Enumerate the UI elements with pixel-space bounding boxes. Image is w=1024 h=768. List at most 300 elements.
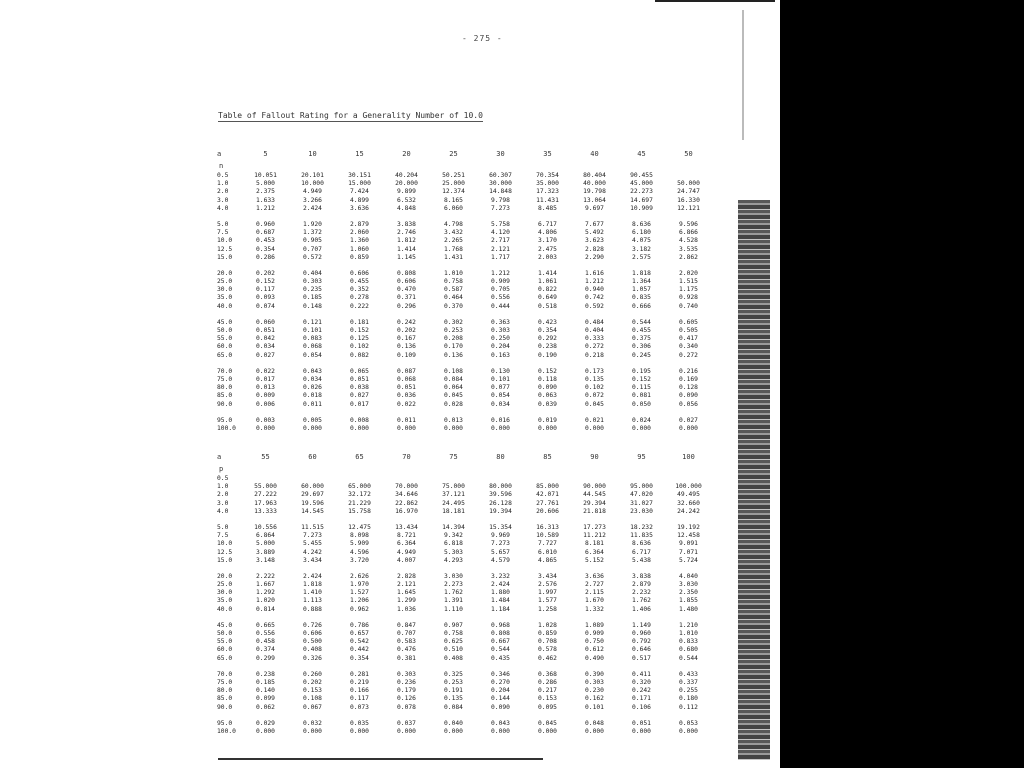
table-cell: 5.758: [491, 220, 510, 228]
table-cell: 0.021: [585, 416, 604, 424]
table-cell: 0.060: [256, 318, 275, 326]
table-cell: 2.717: [491, 237, 510, 245]
table-cell: 0.027: [256, 351, 275, 359]
table-cell: 0.000: [491, 424, 510, 432]
table-cell: 17.323: [536, 188, 559, 196]
table-row: [215, 728, 715, 736]
table-cell: 0.202: [397, 327, 416, 334]
table-cell: 1.414: [397, 245, 416, 253]
column-header: 85: [543, 453, 552, 461]
column-header: 15: [355, 150, 364, 158]
table-cell: 11.515: [301, 523, 324, 531]
table-cell: 0.242: [397, 318, 416, 326]
table-cell: 7.273: [491, 540, 510, 548]
table-cell: 0.572: [303, 253, 322, 261]
table-cell: 95.000: [630, 483, 653, 491]
column-header: 30: [496, 150, 505, 158]
table-cell: 14.545: [301, 507, 324, 515]
table-cell: 0.808: [397, 269, 416, 277]
row-label: 4.0: [217, 204, 229, 212]
table-cell: 1.880: [491, 589, 510, 597]
table-cell: 19.798: [583, 188, 606, 196]
table-cell: 0.786: [350, 621, 369, 629]
table-cell: 0.042: [256, 335, 275, 343]
scan-noise-line: [742, 10, 744, 140]
row-label: 40.0: [217, 605, 233, 613]
table-cell: 0.544: [491, 646, 510, 654]
table-cell: [665, 475, 712, 483]
table-cell: 0.235: [303, 286, 322, 294]
table-cell: [524, 475, 571, 483]
table-cell: 1.818: [303, 581, 322, 589]
table-cell: 0.968: [491, 621, 510, 629]
table-cell: 24.747: [677, 188, 700, 196]
table-cell: 15.354: [489, 523, 512, 531]
table-cell: 0.470: [397, 286, 416, 294]
table-cell: 3.232: [491, 572, 510, 580]
table-cell: 0.083: [303, 335, 322, 343]
table-block-upper: [215, 150, 715, 433]
table-row: [215, 401, 715, 409]
table-cell: 0.272: [585, 343, 604, 351]
table-cell: 0.299: [256, 654, 275, 662]
table-cell: 0.303: [397, 670, 416, 678]
table-cell: 0.180: [679, 695, 698, 703]
table-cell: 2.862: [679, 253, 698, 261]
table-cell: 0.051: [397, 384, 416, 392]
table-cell: 19.394: [489, 507, 512, 515]
table-row: [215, 343, 715, 351]
row-label: 25.0: [217, 581, 233, 589]
table-cell: 0.888: [303, 605, 322, 613]
table-cell: 29.697: [301, 491, 324, 499]
scan-edge-noise: [738, 200, 770, 760]
column-header: 35: [543, 150, 552, 158]
table-cell: 0.423: [538, 318, 557, 326]
table-cell: 9.899: [397, 188, 416, 196]
column-header: 100: [682, 453, 695, 461]
table-cell: 0.003: [256, 416, 275, 424]
row-label: 0.5: [217, 172, 229, 179]
table-caption: Table of Fallout Rating for a Generality Number of 10.0: [218, 111, 483, 120]
table-cell: 0.236: [397, 678, 416, 686]
table-cell: 1.997: [538, 589, 557, 597]
table-cell: 0.408: [303, 646, 322, 654]
table-cell: 0.750: [585, 638, 604, 646]
table-cell: 0.190: [538, 351, 557, 359]
column-header: 40: [590, 150, 599, 158]
table-cell: 0.179: [397, 687, 416, 695]
table-cell: 1.210: [679, 621, 698, 629]
table-cell: 0.218: [585, 351, 604, 359]
table-cell: 9.798: [491, 196, 510, 204]
row-label: 70.0: [217, 367, 233, 375]
table-cell: 0.082: [350, 351, 369, 359]
table-cell: 0.013: [256, 384, 275, 392]
table-cell: 0.368: [538, 670, 557, 678]
table-cell: 0.859: [538, 630, 557, 637]
table-cell: 1.036: [397, 605, 416, 613]
table-cell: 0.219: [350, 678, 369, 686]
table-cell: 0.542: [350, 638, 369, 646]
column-header: 70: [402, 453, 411, 461]
row-label: 55.0: [217, 638, 233, 646]
table-cell: 1.762: [632, 597, 651, 605]
table-cell: 1.670: [585, 597, 604, 605]
table-cell: 0.455: [632, 327, 651, 334]
table-cell: 0.340: [679, 343, 698, 351]
table-cell: 0.106: [632, 703, 651, 711]
table-cell: 0.510: [444, 646, 463, 654]
table-cell: 0.320: [632, 678, 651, 686]
table-cell: 0.657: [350, 630, 369, 637]
table-cell: 0.128: [679, 384, 698, 392]
table-cell: 12.374: [442, 188, 465, 196]
table-cell: 0.354: [538, 327, 557, 334]
table-cell: 0.024: [632, 416, 651, 424]
table-cell: 3.030: [444, 572, 463, 580]
row-label: 90.0: [217, 703, 233, 711]
table-row: [215, 549, 715, 557]
table-cell: 1.577: [538, 597, 557, 605]
row-label: 60.0: [217, 646, 233, 654]
table-cell: 3.434: [303, 556, 322, 564]
table-cell: 19.596: [301, 499, 324, 507]
table-cell: 8.098: [350, 532, 369, 540]
table-cell: 2.222: [256, 572, 275, 580]
table-cell: 1.667: [256, 581, 275, 589]
table-cell: 2.424: [303, 204, 322, 212]
table-cell: 0.960: [632, 630, 651, 637]
row-label: 1.0: [217, 180, 229, 188]
table-cell: 0.005: [303, 416, 322, 424]
table-cell: 6.866: [679, 229, 698, 237]
table-cell: 0.000: [303, 424, 322, 432]
table-cell: 4.579: [491, 556, 510, 564]
table-cell: 0.095: [538, 703, 557, 711]
table-cell: 0.011: [303, 400, 322, 408]
row-label: 12.5: [217, 548, 233, 556]
column-header: 65: [355, 453, 364, 461]
table-cell: 0.905: [303, 237, 322, 245]
table-cell: 0.000: [538, 424, 557, 432]
row-label: 85.0: [217, 695, 233, 703]
table-row: [215, 704, 715, 712]
table-row: [215, 278, 715, 286]
table-row: [215, 237, 715, 245]
table-cell: 0.090: [491, 703, 510, 711]
table-row: [215, 368, 715, 376]
table-cell: 2.576: [538, 581, 557, 589]
table-cell: 0.544: [679, 654, 698, 662]
table-cell: 0.665: [256, 621, 275, 629]
table-cell: 37.121: [442, 491, 465, 499]
table-cell: 0.707: [303, 245, 322, 253]
table-cell: 3.636: [585, 572, 604, 580]
table-cell: 0.006: [256, 400, 275, 408]
table-cell: 0.216: [679, 367, 698, 375]
table-cell: 1.010: [444, 269, 463, 277]
table-cell: 1.372: [303, 229, 322, 237]
table-cell: 0.152: [350, 327, 369, 334]
table-cell: 0.490: [585, 654, 604, 662]
table-cell: 1.149: [632, 621, 651, 629]
table-cell: 0.835: [632, 294, 651, 302]
table-cell: 0.649: [538, 294, 557, 302]
table-cell: 0.126: [397, 695, 416, 703]
table-row: [215, 695, 715, 703]
table-cell: 0.093: [256, 294, 275, 302]
table-cell: 0.045: [585, 400, 604, 408]
table-cell: 1.812: [397, 237, 416, 245]
table-cell: 1.010: [679, 630, 698, 637]
table-cell: 0.022: [397, 400, 416, 408]
table-cell: 0.404: [585, 327, 604, 334]
table-cell: 0.074: [256, 302, 275, 310]
table-cell: 11.835: [630, 532, 653, 540]
table-cell: 0.281: [350, 670, 369, 678]
table-cell: 0.077: [491, 384, 510, 392]
row-label: 25.0: [217, 278, 233, 286]
table-cell: 0.417: [679, 335, 698, 343]
table-cell: 0.442: [350, 646, 369, 654]
table-cell: 5.000: [256, 540, 275, 548]
row-label: 70.0: [217, 670, 233, 678]
table-cell: 0.940: [585, 286, 604, 294]
table-cell: 22.273: [630, 188, 653, 196]
group-spacer: [215, 516, 715, 524]
table-row: [215, 573, 715, 581]
table-cell: 0.371: [397, 294, 416, 302]
table-cell: 23.030: [630, 507, 653, 515]
table-cell: 18.181: [442, 507, 465, 515]
table-cell: 4.848: [397, 204, 416, 212]
table-cell: 0.056: [679, 400, 698, 408]
column-header: 75: [449, 453, 458, 461]
table-cell: 0.333: [585, 335, 604, 343]
table-cell: 0.185: [256, 678, 275, 686]
table-cell: [242, 475, 289, 483]
table-cell: 1.110: [444, 605, 463, 613]
table-cell: 8.485: [538, 204, 557, 212]
table-cell: 0.101: [585, 703, 604, 711]
table-cell: 0.144: [491, 695, 510, 703]
table-cell: 0.019: [538, 416, 557, 424]
table-cell: 0.484: [585, 318, 604, 326]
table-cell: 4.293: [444, 556, 463, 564]
table-cell: 2.003: [538, 253, 557, 261]
table-cell: 6.180: [632, 229, 651, 237]
table-cell: 2.575: [632, 253, 651, 261]
table-cell: 0.583: [397, 638, 416, 646]
row-label: 80.0: [217, 384, 233, 392]
table-cell: 0.390: [585, 670, 604, 678]
table-row: [215, 180, 715, 188]
group-spacer: [215, 360, 715, 368]
table-cell: 0.505: [679, 327, 698, 334]
table-cell: 3.889: [256, 548, 275, 556]
table-cell: [477, 475, 524, 483]
table-cell: 1.089: [585, 621, 604, 629]
table-cell: 0.928: [679, 294, 698, 302]
table-cell: 1.515: [679, 278, 698, 286]
table-cell: 0.814: [256, 605, 275, 613]
table-cell: 70.354: [536, 172, 559, 179]
row-label: 4.0: [217, 507, 229, 515]
table-cell: 4.075: [632, 237, 651, 245]
group-spacer: [215, 712, 715, 720]
corner-sub-label: p: [219, 465, 224, 473]
table-cell: 0.000: [679, 727, 698, 735]
table-cell: 1.060: [350, 245, 369, 253]
table-cell: 1.480: [679, 605, 698, 613]
row-label: 20.0: [217, 572, 233, 580]
table-cell: 0.152: [256, 278, 275, 286]
table-cell: 0.458: [256, 638, 275, 646]
table-cell: 0.202: [256, 269, 275, 277]
table-cell: 0.556: [491, 294, 510, 302]
table-cell: 0.742: [585, 294, 604, 302]
table-cell: 0.072: [585, 392, 604, 400]
table-cell: 90.000: [583, 483, 606, 491]
table-cell: 1.212: [256, 204, 275, 212]
group-spacer: [215, 614, 715, 622]
table-cell: 13.064: [583, 196, 606, 204]
table-cell: 0.462: [538, 654, 557, 662]
table-cell: 0.907: [444, 621, 463, 629]
table-cell: 9.697: [585, 204, 604, 212]
row-label: 40.0: [217, 302, 233, 310]
table-cell: 0.162: [585, 695, 604, 703]
table-cell: 1.768: [444, 245, 463, 253]
table-cell: 50.251: [442, 172, 465, 179]
table-cell: 0.064: [444, 384, 463, 392]
table-cell: 0.455: [350, 278, 369, 286]
table-row: [215, 172, 715, 180]
scan-edge-bar-top: [655, 0, 775, 2]
table-row: [215, 376, 715, 384]
table-cell: 22.862: [395, 499, 418, 507]
table-cell: 3.266: [303, 196, 322, 204]
table-cell: 0.411: [632, 670, 651, 678]
table-cell: 0.102: [350, 343, 369, 351]
table-cell: 1.212: [491, 269, 510, 277]
table-cell: 0.204: [491, 343, 510, 351]
table-row: [215, 630, 715, 638]
table-cell: 1.184: [491, 605, 510, 613]
row-label: 100.0: [217, 727, 236, 735]
table-cell: 0.000: [303, 727, 322, 735]
table-cell: 0.121: [303, 318, 322, 326]
table-cell: 0.000: [444, 424, 463, 432]
table-cell: 1.633: [256, 196, 275, 204]
table-cell: 2.121: [491, 245, 510, 253]
row-label: 45.0: [217, 318, 233, 326]
table-cell: 0.166: [350, 687, 369, 695]
row-label: 15.0: [217, 556, 233, 564]
table-cell: 0.000: [397, 727, 416, 735]
table-cell: 1.332: [585, 605, 604, 613]
table-cell: 0.260: [303, 670, 322, 678]
table-cell: 1.410: [303, 589, 322, 597]
table-cell: 0.587: [444, 286, 463, 294]
table-row: [215, 581, 715, 589]
row-label: 30.0: [217, 286, 233, 294]
table-cell: 0.035: [350, 719, 369, 727]
table-cell: 39.596: [489, 491, 512, 499]
table-cell: 9.596: [679, 220, 698, 228]
row-label: 90.0: [217, 400, 233, 408]
table-cell: 14.848: [489, 188, 512, 196]
table-cell: 13.434: [395, 523, 418, 531]
table-row: [215, 646, 715, 654]
table-cell: 7.071: [679, 548, 698, 556]
table-cell: [618, 475, 665, 483]
table-cell: 1.360: [350, 237, 369, 245]
table-cell: 55.000: [254, 483, 277, 491]
table-row: [215, 671, 715, 679]
row-label: 75.0: [217, 678, 233, 686]
table-cell: 0.051: [350, 375, 369, 383]
table-cell: 0.667: [491, 638, 510, 646]
table-cell: 1.212: [585, 278, 604, 286]
row-label: 30.0: [217, 589, 233, 597]
table-cell: 1.364: [632, 278, 651, 286]
table-cell: 4.007: [397, 556, 416, 564]
table-cell: 5.303: [444, 548, 463, 556]
table-cell: 0.018: [303, 392, 322, 400]
table-cell: 0.433: [679, 670, 698, 678]
table-row: [215, 491, 715, 499]
row-label: 7.5: [217, 532, 229, 540]
table-cell: 0.217: [538, 687, 557, 695]
table-cell: 8.181: [585, 540, 604, 548]
table-cell: 0.960: [256, 220, 275, 228]
table-cell: 0.464: [444, 294, 463, 302]
table-cell: 0.045: [538, 719, 557, 727]
table-cell: 0.152: [632, 375, 651, 383]
table-cell: 0.117: [350, 695, 369, 703]
table-row: [215, 197, 715, 205]
row-label: 0.5: [217, 475, 229, 482]
table-cell: 0.140: [256, 687, 275, 695]
table-cell: 0.000: [632, 424, 651, 432]
table-cell: 2.828: [397, 572, 416, 580]
column-header: 10: [308, 150, 317, 158]
table-cell: 8.636: [632, 540, 651, 548]
table-cell: 16.970: [395, 507, 418, 515]
table-cell: 0.352: [350, 286, 369, 294]
table-cell: 1.414: [538, 269, 557, 277]
table-cell: 16.330: [677, 196, 700, 204]
table-cell: 5.657: [491, 548, 510, 556]
table-cell: 4.899: [350, 196, 369, 204]
table-cell: 6.364: [585, 548, 604, 556]
table-cell: 2.626: [350, 572, 369, 580]
table-cell: 0.544: [632, 318, 651, 326]
column-header: 60: [308, 453, 317, 461]
table-cell: 2.879: [632, 581, 651, 589]
table-cell: 0.054: [303, 351, 322, 359]
table-cell: 0.325: [444, 670, 463, 678]
table-cell: 15.758: [348, 507, 371, 515]
table-cell: 0.250: [491, 335, 510, 343]
table-cell: 0.337: [679, 678, 698, 686]
table-cell: 0.245: [632, 351, 651, 359]
table-cell: 3.148: [256, 556, 275, 564]
table-cell: 17.963: [254, 499, 277, 507]
table-cell: 1.299: [397, 597, 416, 605]
